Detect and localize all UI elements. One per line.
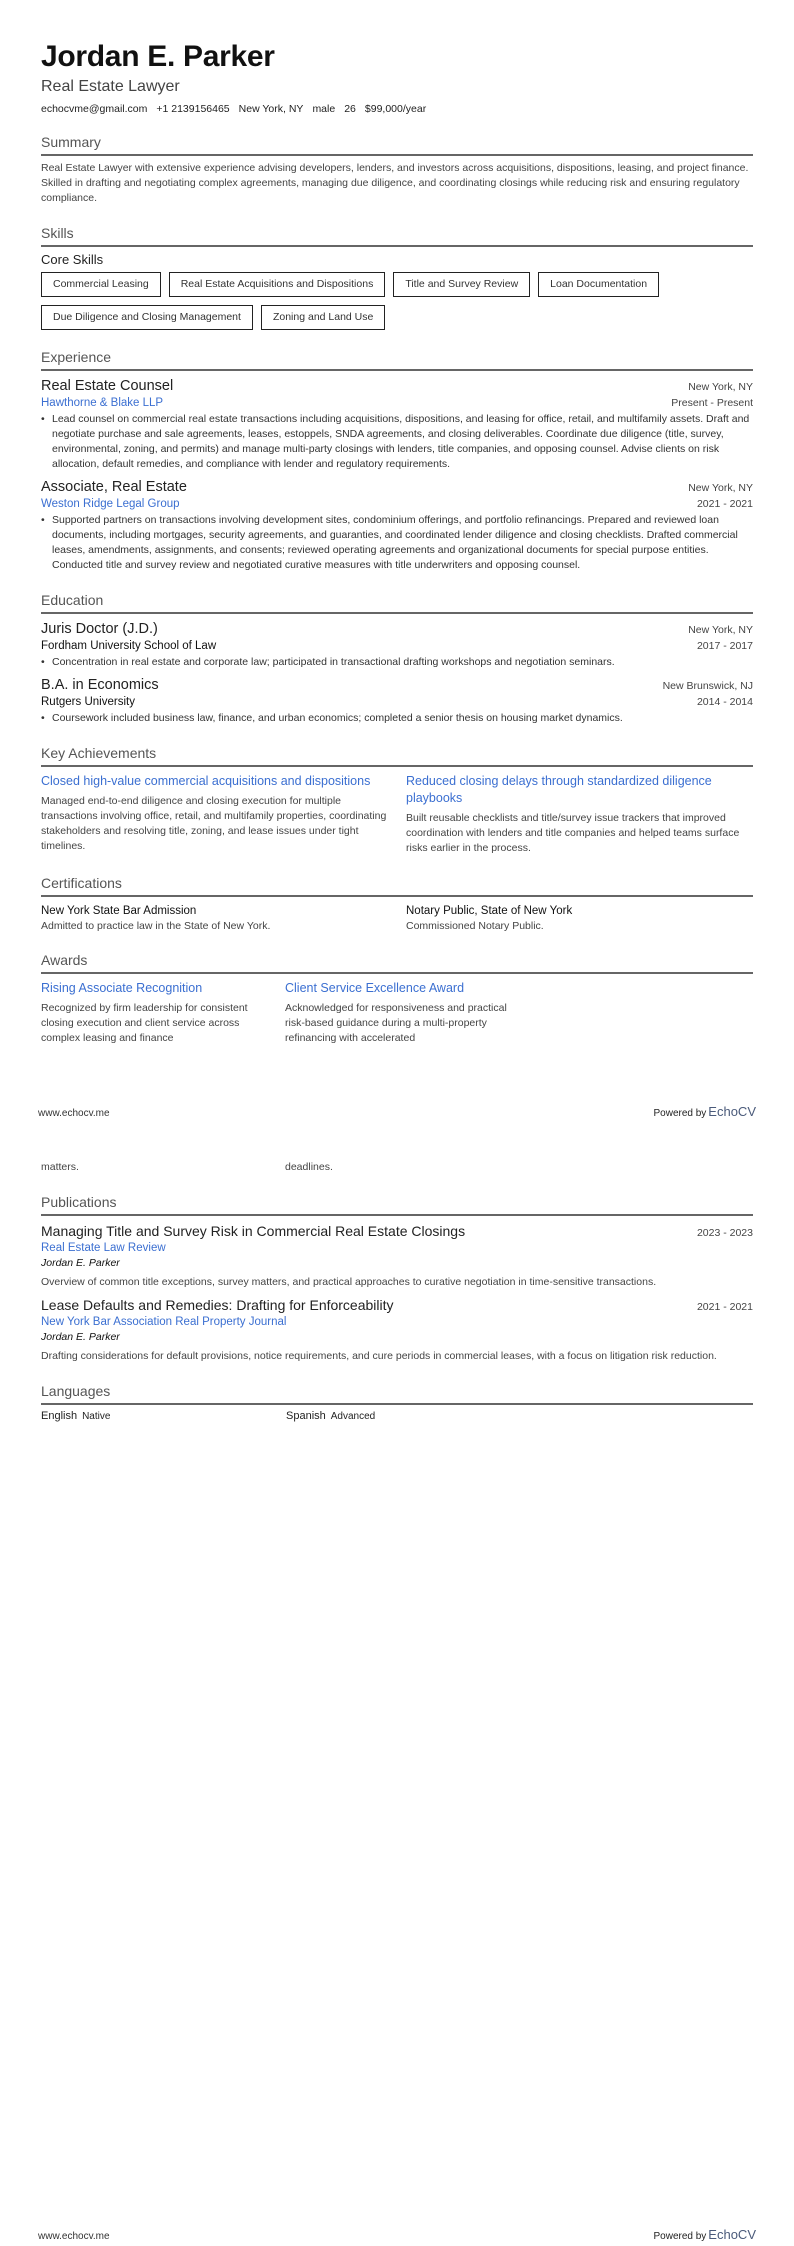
job-dates: Present - Present: [671, 397, 753, 409]
job-location: New York, NY: [688, 482, 753, 494]
contact-phone: +1 2139156465: [156, 103, 230, 115]
section-heading: Experience: [41, 348, 753, 371]
achievement-desc: Managed end-to-end diligence and closing execution for multiple transactions involving office, retail, and multifamily properties, coordinating stakeholders and resolving title, zoning, and lease issues under tight timelines.: [41, 795, 387, 852]
skill-tag: Due Diligence and Closing Management: [41, 305, 253, 330]
skill-tag: Real Estate Acquisitions and Dispositions: [169, 272, 386, 297]
school-location: New Brunswick, NJ: [662, 680, 753, 692]
publication-dates: 2023 - 2023: [696, 1227, 753, 1239]
education-section: [41, 591, 753, 726]
section-heading: Certifications: [41, 874, 753, 897]
candidate-title: Real Estate Lawyer: [41, 78, 180, 95]
publication-venue: New York Bar Association Real Property Journal: [41, 1316, 287, 1328]
skills-group-title: Core Skills: [41, 252, 104, 267]
language-item: [286, 1410, 531, 1422]
publication-desc: Overview of common title exceptions, survey matters, and practical approaches to curative negotiation in time-sensitive transactions.: [41, 1276, 657, 1288]
brand-logo: EchoCV: [708, 1104, 756, 1119]
certification-item: [41, 903, 388, 933]
summary-text: Real Estate Lawyer with extensive experience advising developers, lenders, and investors across acquisitions, dispositions, leasing, and project finance. Skilled in drafting and negotiating complex agreements, managing due diligence, and coordinating closings while reducing risk and ensuring regulatory compliance.: [41, 162, 749, 204]
school-name: Rutgers University: [41, 696, 135, 708]
achievement-title: Closed high-value commercial acquisitions and dispositions: [41, 774, 371, 788]
school-location: New York, NY: [688, 624, 753, 636]
footer-url[interactable]: www.echocv.me: [38, 2231, 110, 2242]
language-name: English: [41, 1410, 78, 1422]
education-bullet: • Concentration in real estate and corporate law; participated in transactional drafting workshops and negotiation seminars.: [41, 655, 753, 670]
skill-tag: Zoning and Land Use: [261, 305, 385, 330]
section-heading: Publications: [41, 1193, 753, 1216]
certification-name: New York State Bar Admission: [41, 905, 197, 917]
contact-salary: $99,000/year: [364, 103, 427, 115]
publication-entry: [41, 1222, 753, 1290]
achievements-section: [41, 744, 753, 856]
award-title: Rising Associate Recognition: [41, 981, 203, 995]
certifications-section: [41, 874, 753, 933]
certification-item: [406, 903, 753, 933]
contact-location: New York, NY: [238, 103, 304, 115]
skill-tag: Commercial Leasing: [41, 272, 161, 297]
awards-section: [41, 951, 753, 1046]
contact-gender: male: [312, 103, 336, 115]
education-entry: [41, 620, 753, 670]
footer-url[interactable]: www.echocv.me: [38, 1108, 110, 1119]
contact-line: [41, 103, 753, 115]
language-level: Native: [82, 1411, 111, 1422]
language-item: [41, 1410, 286, 1422]
section-heading: Key Achievements: [41, 744, 753, 767]
awards-continued: [41, 1160, 753, 1175]
achievement-title: Reduced closing delays through standardized diligence playbooks: [406, 774, 712, 805]
section-heading: Languages: [41, 1382, 753, 1405]
skills-section: [41, 224, 753, 330]
skill-tag: Title and Survey Review: [393, 272, 530, 297]
brand-logo: EchoCV: [708, 2227, 756, 2242]
education-dates: 2017 - 2017: [696, 640, 753, 652]
publication-title: Managing Title and Survey Risk in Commercial Real Estate Closings: [41, 1223, 466, 1239]
publication-venue: Real Estate Law Review: [41, 1242, 166, 1254]
job-company: Weston Ridge Legal Group: [41, 498, 180, 510]
section-heading: Skills: [41, 224, 753, 247]
award-desc: Acknowledged for responsiveness and practical risk-based guidance during a multi-property refinancing with accelerated: [285, 1002, 507, 1044]
languages-section: [41, 1382, 753, 1422]
language-name: Spanish: [286, 1410, 326, 1422]
experience-entry: [41, 377, 753, 472]
powered-by: Powered by EchoCV: [653, 2227, 756, 2242]
certification-desc: Admitted to practice law in the State of New York.: [41, 920, 271, 932]
publication-dates: 2021 - 2021: [696, 1301, 753, 1313]
education-entry: [41, 676, 753, 726]
award-item: [41, 980, 273, 1046]
degree: Juris Doctor (J.D.): [41, 621, 158, 637]
skill-tag: Loan Documentation: [538, 272, 659, 297]
candidate-name: Jordan E. Parker: [41, 40, 275, 73]
achievement-desc: Built reusable checklists and title/survey issue trackers that improved coordination with lenders and title companies and helped teams surface risks earlier in the process.: [406, 812, 740, 854]
achievement-item: [406, 773, 753, 856]
resume-page-1: [0, 40, 794, 1046]
certification-name: Notary Public, State of New York: [406, 905, 573, 917]
section-heading: Summary: [41, 133, 753, 156]
education-bullet: • Coursework included business law, finance, and urban economics; completed a senior thesis on housing market dynamics.: [41, 711, 753, 726]
award-desc-continued: matters.: [41, 1161, 79, 1173]
publication-desc: Drafting considerations for default provisions, notice requirements, and cure periods in commercial leases, with a focus on litigation risk reduction.: [41, 1350, 717, 1362]
publication-author: Jordan E. Parker: [41, 1257, 120, 1269]
experience-section: [41, 348, 753, 573]
contact-email: echocvme@gmail.com: [41, 103, 148, 115]
powered-by: Powered by EchoCV: [653, 1104, 756, 1119]
job-company: Hawthorne & Blake LLP: [41, 397, 164, 409]
language-level: Advanced: [330, 1411, 376, 1422]
skills-tags: [41, 272, 753, 330]
job-bullet: • Supported partners on transactions involving development sites, condominium offerings, and portfolio refinancings. Prepared and reviewed loan documents, including mortgages, security agreements, and guaranties, and coordinated lender diligence and closing checklists. Drafted commercial leases, amendments, assignments, and consents; reviewed operating agreements and organizational documents for special purpose entities. Conducted title and survey review and negotiated curative measures with title underwriters and opposing counsel.: [41, 513, 753, 573]
job-location: New York, NY: [688, 381, 753, 393]
job-role: Real Estate Counsel: [41, 378, 174, 394]
education-dates: 2014 - 2014: [696, 696, 753, 708]
school-name: Fordham University School of Law: [41, 640, 217, 652]
publications-section: [41, 1193, 753, 1364]
experience-entry: [41, 478, 753, 573]
job-bullet: • Lead counsel on commercial real estate transactions including acquisitions, dispositions, and leasing for office, retail, and multifamily assets. Draft and negotiate purchase and sale agreements, leases, estoppels, SNDA agreements, and closing deliverables. Coordinate due diligence (title, survey, environmental, zoning, and permits) and manage multi-party closings with lenders, title companies, and opposing counsel. Advise clients on risk allocation, default remedies, and compliance with lender and regulatory requirements.: [41, 412, 753, 472]
section-heading: Awards: [41, 951, 753, 974]
award-title: Client Service Excellence Award: [285, 981, 465, 995]
award-desc: Recognized by firm leadership for consistent closing execution and client service across complex leasing and finance: [41, 1002, 248, 1044]
achievement-item: [41, 773, 388, 856]
contact-age: 26: [344, 103, 356, 115]
publication-title: Lease Defaults and Remedies: Drafting for Enforceability: [41, 1297, 394, 1313]
degree: B.A. in Economics: [41, 677, 159, 693]
resume-page-2: [0, 1160, 794, 1422]
award-desc-continued: deadlines.: [285, 1161, 333, 1173]
section-heading: Education: [41, 591, 753, 614]
page-footer: [38, 1103, 756, 1121]
certification-desc: Commissioned Notary Public.: [406, 920, 544, 932]
publication-author: Jordan E. Parker: [41, 1331, 120, 1343]
award-item: [285, 980, 517, 1046]
job-role: Associate, Real Estate: [41, 479, 187, 495]
publication-entry: [41, 1296, 753, 1364]
job-dates: 2021 - 2021: [696, 498, 753, 510]
summary-section: [41, 133, 753, 206]
page-footer: [38, 2226, 756, 2244]
